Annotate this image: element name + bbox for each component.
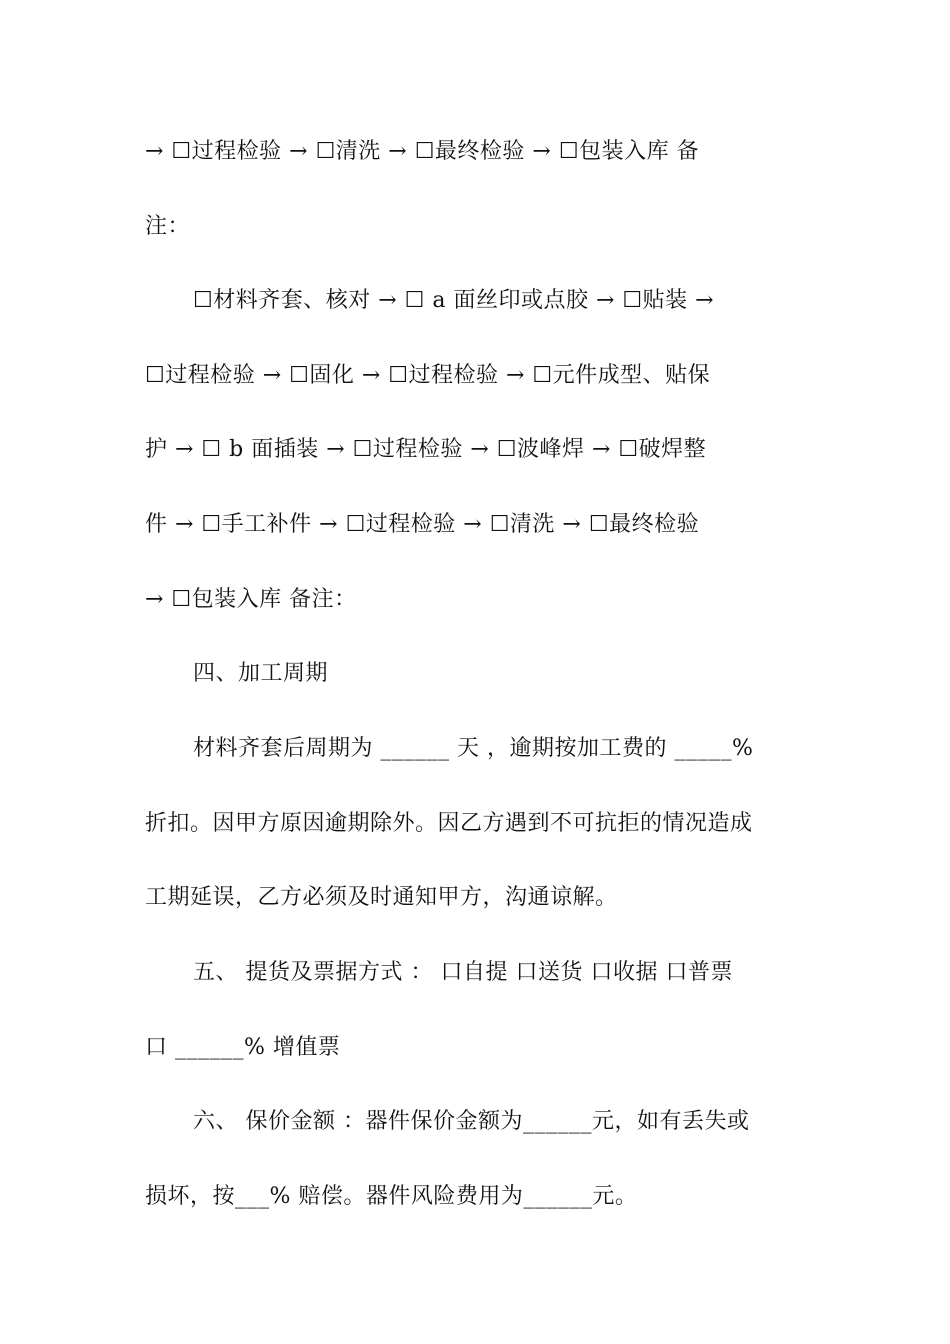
processing-cycle-line-1: 材料齐套后周期为 ______ 天 ，逾期按加工费的 _____% [193,736,754,761]
section-heading-processing-cycle: 四、加工周期 [193,661,329,686]
process-flow-line-4: ☐过程检验 → ☐固化 → ☐过程检验 → ☐元件成型、贴保 [145,363,711,388]
delivery-invoice-line-2: 口 ______% 增值票 [145,1035,341,1060]
insured-amount-line-2: 损坏，按___% 赔偿。器件风险费用为______元。 [145,1184,638,1209]
process-flow-line-2: 注： [145,214,191,239]
delivery-invoice-line-1: 五、 提货及票据方式 ： 口自提 口送货 口收据 口普票 [193,960,733,985]
insured-amount-line-1: 六、 保价金额 ：器件保价金额为______元，如有丢失或 [193,1109,750,1134]
process-flow-line-1: → ☐过程检验 → ☐清洗 → ☐最终检验 → ☐包装入库 备 [145,139,700,164]
process-flow-line-5: 护 → ☐ b 面插装 → ☐过程检验 → ☐波峰焊 → ☐破焊整 [145,437,707,462]
processing-cycle-line-2: 折扣。因甲方原因逾期除外。因乙方遇到不可抗拒的情况造成 [145,811,753,836]
process-flow-line-6: 件 → ☐手工补件 → ☐过程检验 → ☐清洗 → ☐最终检验 [145,512,700,537]
process-flow-line-7: → ☐包装入库 备注： [145,587,357,612]
process-flow-line-3: ☐材料齐套、核对 → ☐ a 面丝印或点胶 → ☐贴装 → [193,288,715,313]
processing-cycle-line-3: 工期延误，乙方必须及时通知甲方，沟通谅解。 [145,885,618,910]
